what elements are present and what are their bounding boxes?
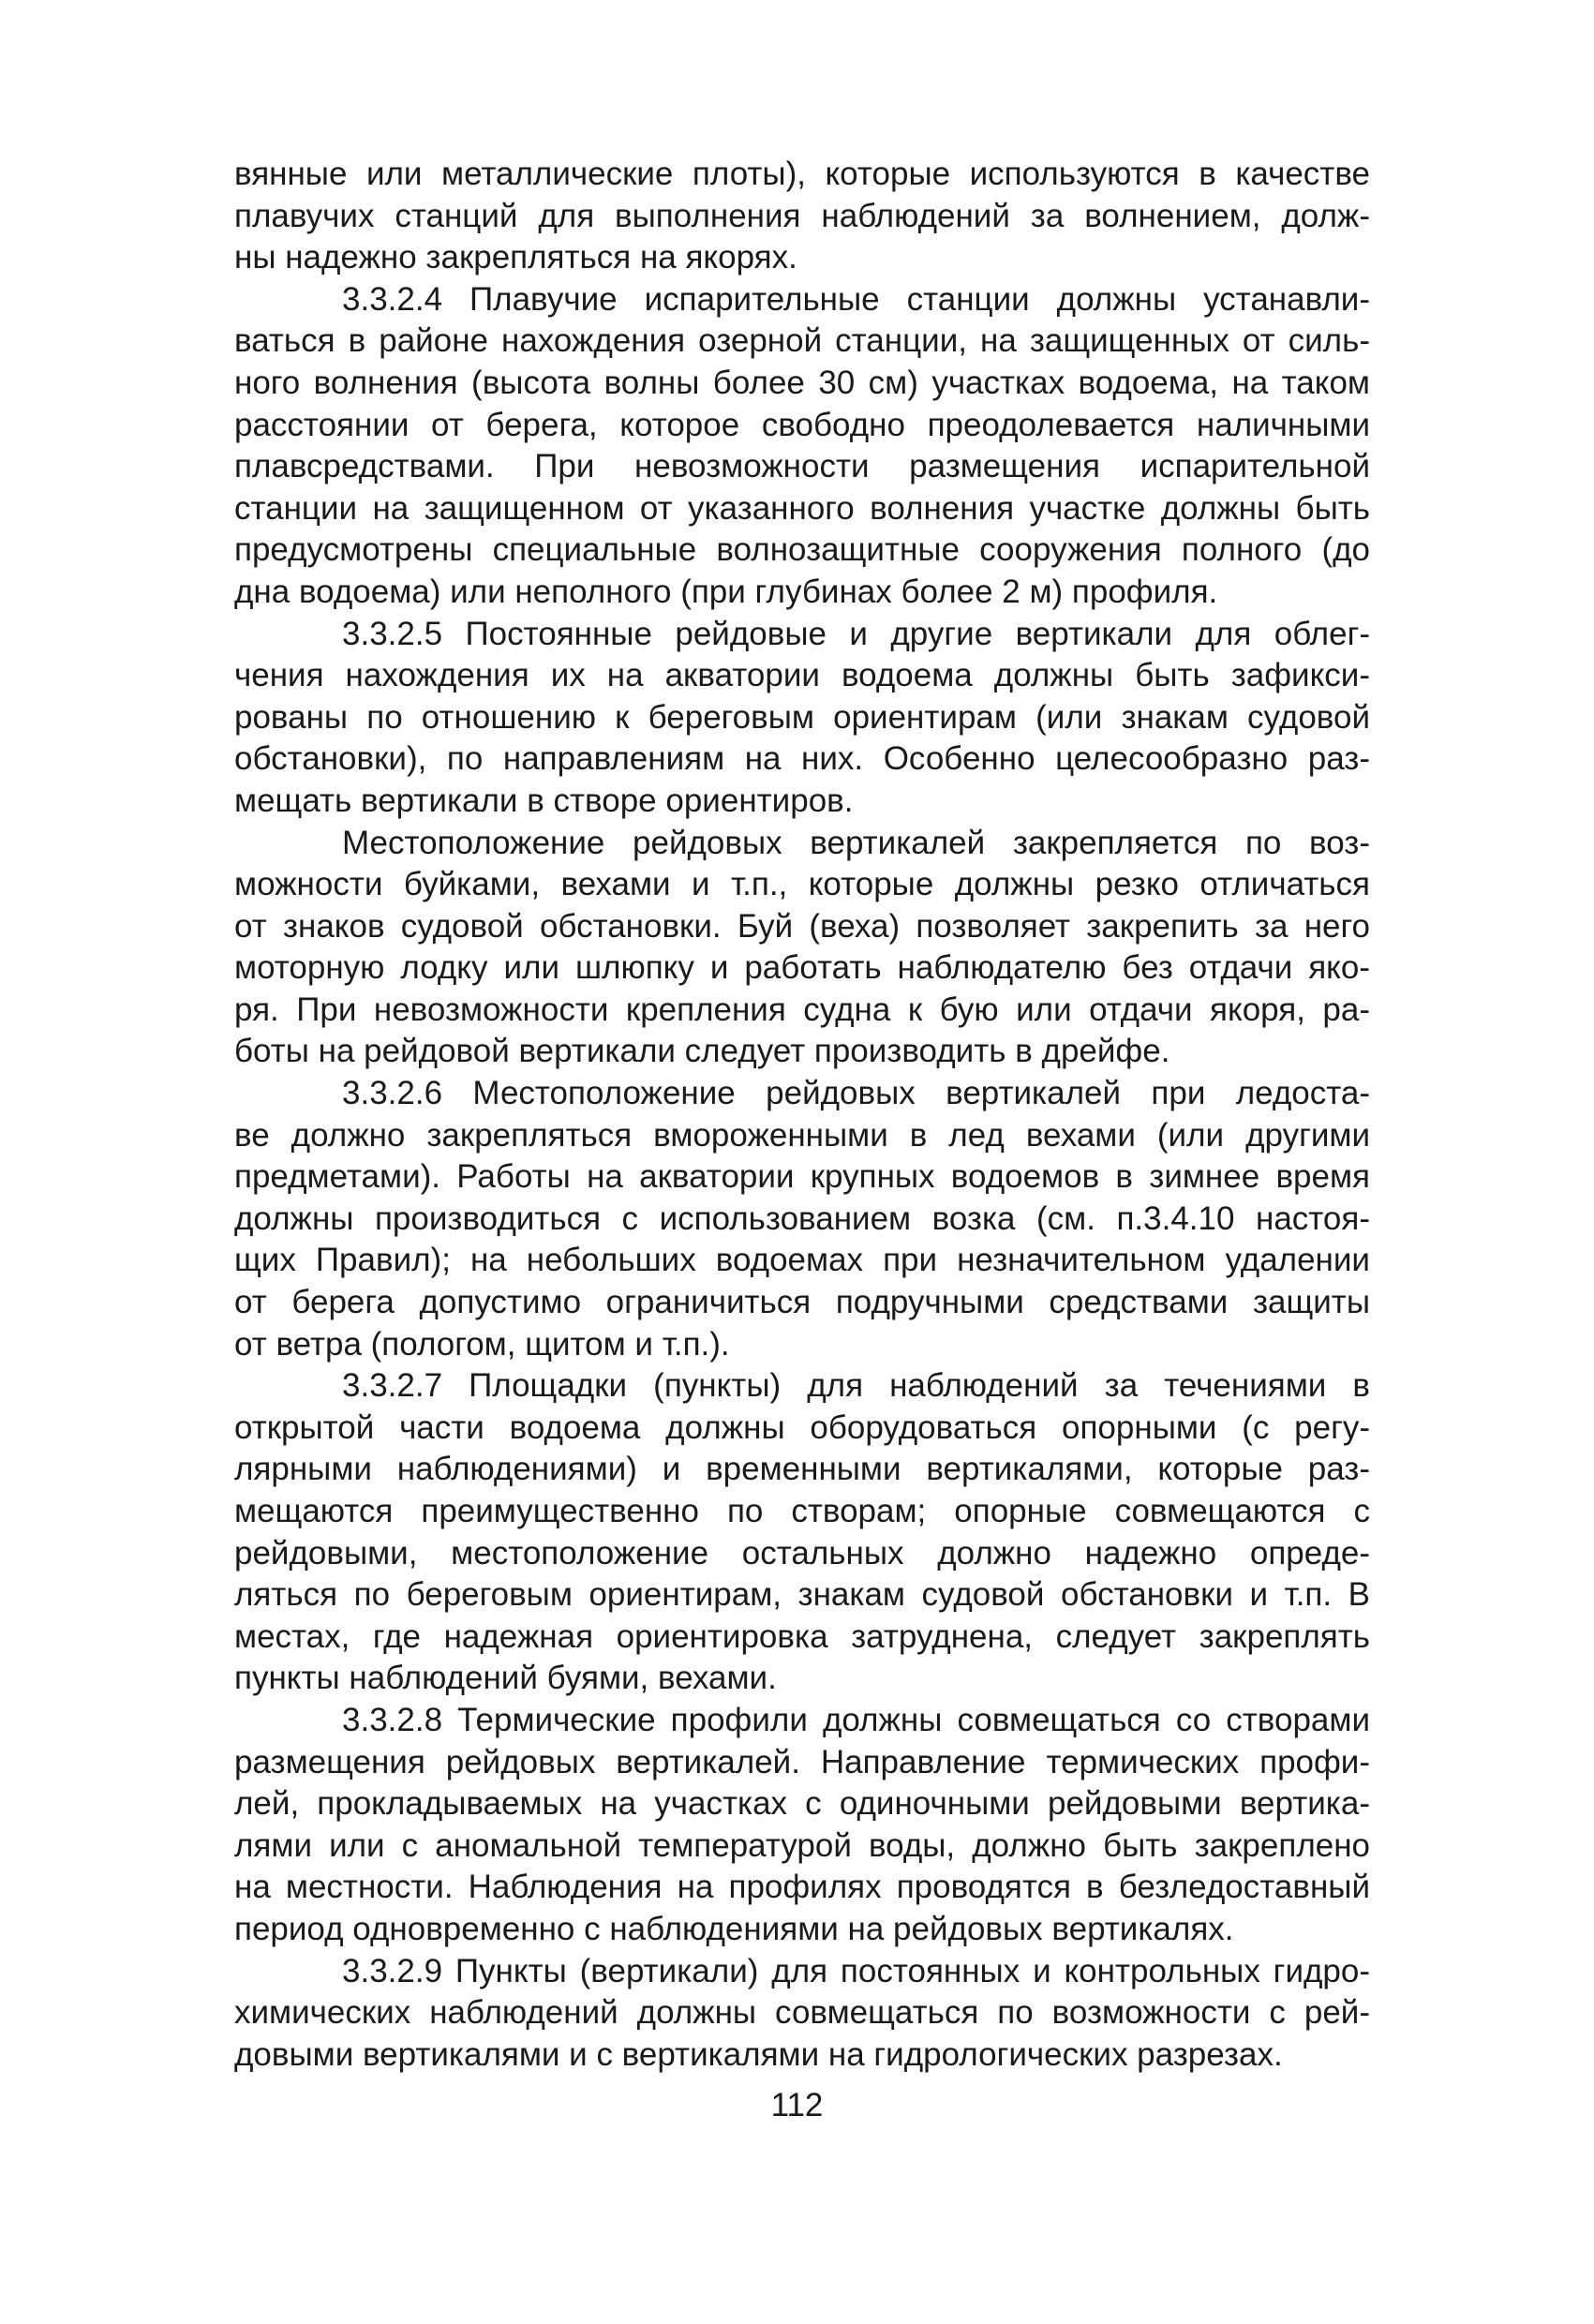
- paragraph-start-line: 3.3.2.9 Пункты (вертикали) для постоянных и контрольных гидро-: [342, 1952, 1370, 1989]
- body-text: [234, 154, 1370, 2076]
- paragraph-start-line: Местоположение рейдовых вертикалей закрепляется по воз-: [342, 824, 1370, 861]
- text-line: станции на защищенном от указанного волнения участке должны быть: [234, 489, 1370, 527]
- text-line: размещения рейдовых вертикалей. Направление термических профи-: [234, 1743, 1370, 1780]
- text-line: предусмотрены специальные волнозащитные сооружения полного (до: [234, 531, 1370, 569]
- text-line: обстановки), по направлениям на них. Особенно целесообразно раз-: [234, 740, 1370, 778]
- text-line: пункты наблюдений буями, вехами.: [234, 1660, 777, 1697]
- paragraph-start-line: 3.3.2.7 Площадки (пункты) для наблюдений за течениями в: [342, 1367, 1370, 1405]
- text-line: плавучих станций для выполнения наблюдений за волнением, долж-: [234, 197, 1370, 234]
- text-line: щих Правил); на небольших водоемах при незначительном удалении: [234, 1242, 1370, 1279]
- text-line: ве должно закрепляться вмороженными в лед вехами (или другими: [234, 1116, 1370, 1154]
- text-line: дна водоема) или неполного (при глубинах более 2 м) профиля.: [234, 573, 1218, 610]
- text-line: химических наблюдений должны совмещаться по возможности с рей-: [234, 1994, 1370, 2032]
- text-line: довыми вертикалями и с вертикалями на гидрологических разрезах.: [234, 2035, 1283, 2073]
- text-line: ны надежно закрепляться на якорях.: [234, 239, 797, 276]
- text-line: рейдовыми, местоположение остальных должно надежно опреде-: [234, 1534, 1370, 1572]
- text-line: лями или с аномальной температурой воды, должно быть закреплено: [234, 1826, 1370, 1864]
- text-line: можности буйками, вехами и т.п., которые должны резко отличаться: [234, 866, 1370, 903]
- text-line: ляться по береговым ориентирам, знакам судовой обстановки и т.п. В: [234, 1576, 1370, 1614]
- text-line: на местности. Наблюдения на профилях проводятся в безледоставный: [234, 1869, 1370, 1906]
- text-line: ря. При невозможности крепления судна к бую или отдачи якоря, ра-: [234, 991, 1370, 1028]
- paragraph-start-line: 3.3.2.5 Постоянные рейдовые и другие вертикали для облег-: [342, 615, 1370, 652]
- paragraph-start-line: 3.3.2.4 Плавучие испарительные станции должны устанавли-: [342, 280, 1370, 318]
- text-line: расстоянии от берега, которое свободно преодолевается наличными: [234, 406, 1370, 443]
- text-line: мещать вертикали в створе ориентиров.: [234, 782, 854, 819]
- text-line: моторную лодку или шлюпку и работать наблюдателю без отдачи яко-: [234, 949, 1370, 987]
- text-line: ваться в районе нахождения озерной станции, на защищенных от силь-: [234, 322, 1370, 360]
- text-line: от берега допустимо ограничиться подручными средствами защиты: [234, 1284, 1370, 1321]
- text-line: вянные или металлические плоты), которые используются в качестве: [234, 156, 1370, 192]
- text-line: боты на рейдовой вертикали следует производить в дрейфе.: [234, 1033, 1170, 1070]
- text-line: плавсредствами. При невозможности размещения испарительной: [234, 448, 1370, 485]
- text-line: должны производиться с использованием возка (см. п.3.4.10 настоя-: [234, 1199, 1370, 1237]
- page-number: 112: [770, 2087, 824, 2123]
- text-line: лей, прокладываемых на участках с одиночными рейдовыми вертика-: [234, 1785, 1370, 1823]
- paragraph-start-line: 3.3.2.8 Термические профили должны совмещаться со створами: [342, 1701, 1370, 1738]
- text-line: ного волнения (высота волны более 30 см) участках водоема, на таком: [234, 364, 1370, 401]
- text-line: чения нахождения их на акватории водоема должны быть зафикси-: [234, 657, 1370, 694]
- text-line: период одновременно с наблюдениями на рейдовых вертикалях.: [234, 1910, 1234, 1947]
- text-line: предметами). Работы на акватории крупных водоемов в зимнее время: [234, 1158, 1370, 1196]
- text-line: от ветра (пологом, щитом и т.п.).: [234, 1325, 730, 1363]
- text-line: от знаков судовой обстановки. Буй (веха) позволяет закрепить за него: [234, 907, 1370, 945]
- text-line: рованы по отношению к береговым ориентирам (или знакам судовой: [234, 698, 1370, 736]
- paragraph-start-line: 3.3.2.6 Местоположение рейдовых вертикалей при ледоста-: [342, 1075, 1370, 1112]
- text-line: мещаются преимущественно по створам; опорные совмещаются с: [234, 1493, 1370, 1529]
- text-line: открытой части водоема должны оборудоваться опорными (с регу-: [234, 1408, 1370, 1446]
- text-line: местах, где надежная ориентировка затруднена, следует закреплять: [234, 1617, 1370, 1655]
- text-line: лярными наблюдениями) и временными вертикалями, которые раз-: [234, 1451, 1370, 1488]
